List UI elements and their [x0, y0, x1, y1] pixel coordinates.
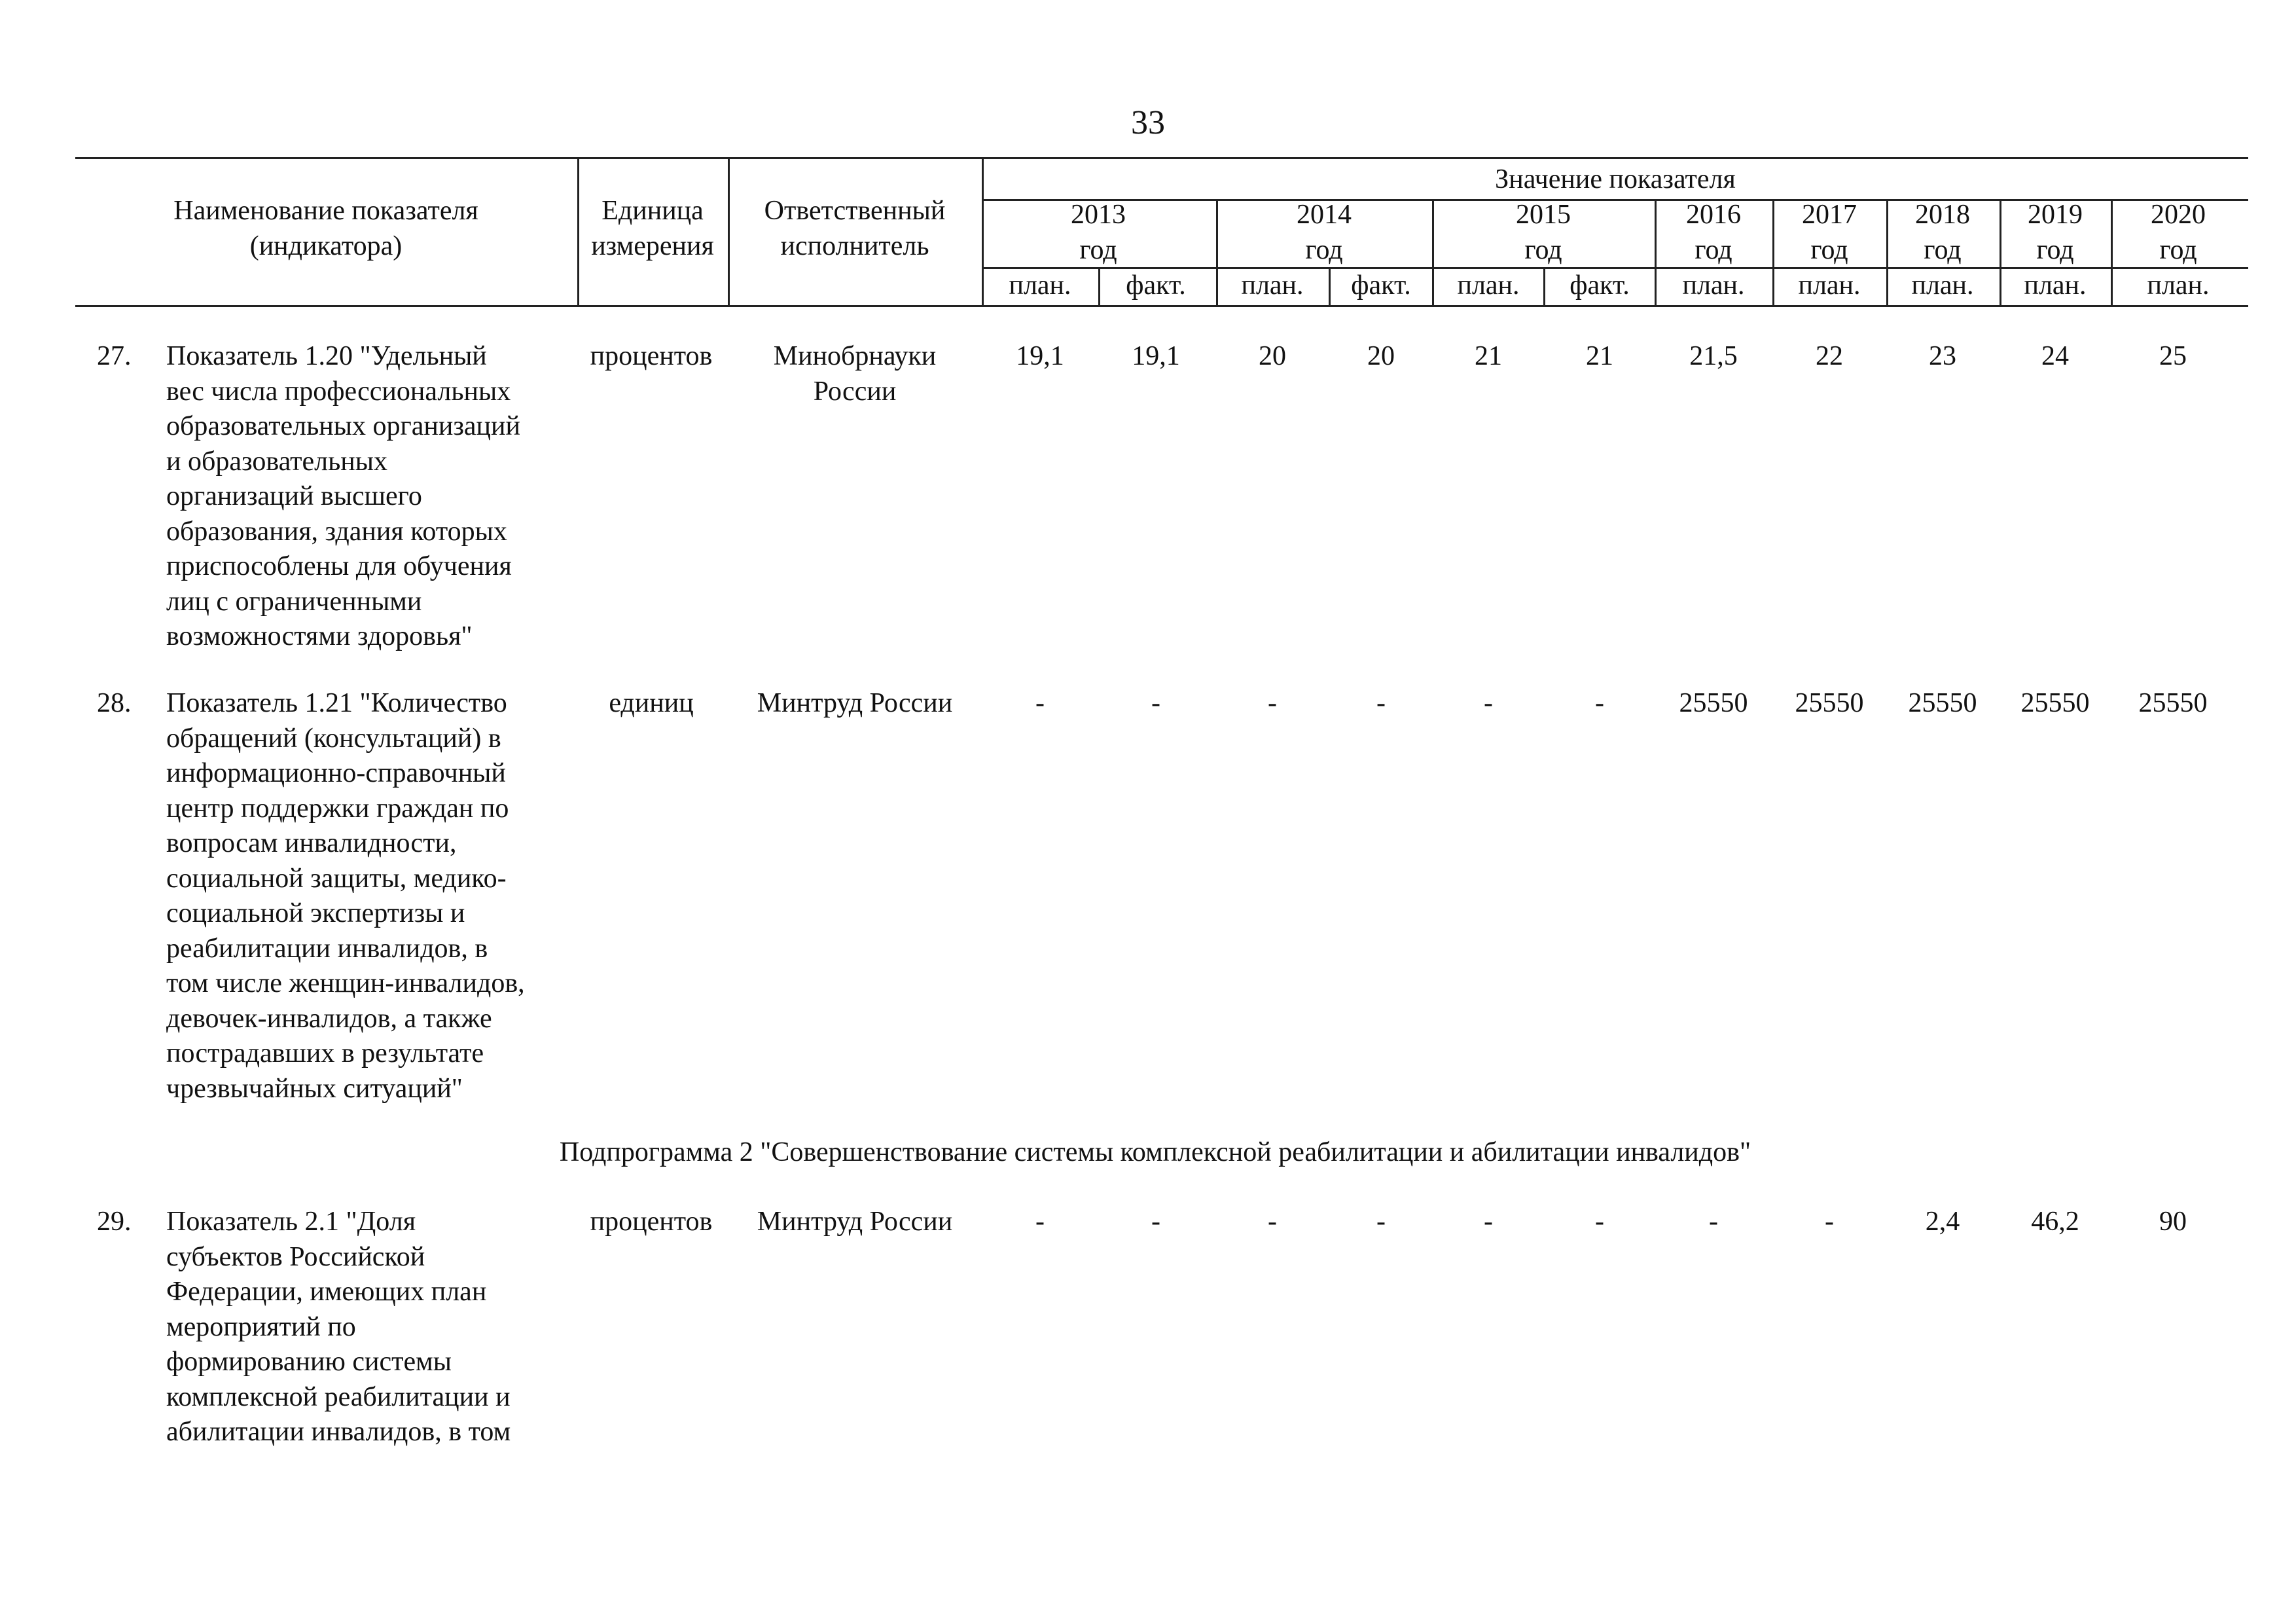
col-divider: [1432, 199, 1434, 305]
col-divider: [1329, 267, 1331, 305]
header-year-word: год: [1305, 235, 1343, 265]
header-year-word: год: [1695, 235, 1732, 265]
value-2014-fact: 20: [1367, 341, 1395, 371]
unit: процентов: [590, 341, 713, 371]
value-2018-plan: 23: [1929, 341, 1956, 371]
header-sub: план.: [1009, 270, 1071, 301]
page-number: 33: [1131, 104, 1165, 141]
col-divider: [2000, 199, 2001, 305]
row-number: 29.: [97, 1207, 132, 1237]
col-divider: [728, 157, 730, 305]
value-2017-plan: -: [1825, 1207, 1834, 1237]
header-sub: план.: [1241, 270, 1304, 301]
value-2017-plan: 22: [1816, 341, 1843, 371]
header-year: 2019: [2028, 200, 2083, 230]
header-year: 2016: [1686, 200, 1741, 230]
table-header-bottom-rule: [75, 305, 2248, 307]
unit: процентов: [590, 1207, 713, 1237]
value-2015-fact: -: [1595, 1207, 1604, 1237]
header-executor: Ответственный исполнитель: [764, 196, 946, 261]
header-sub: факт.: [1351, 270, 1411, 301]
executor: Минтруд России: [757, 1207, 953, 1237]
header-year-word: год: [1524, 235, 1562, 265]
executor: Минобрнауки России: [773, 341, 937, 407]
value-2017-plan: 25550: [1795, 688, 1864, 718]
value-2014-plan: -: [1268, 688, 1277, 718]
value-2016-plan: 21,5: [1689, 341, 1738, 371]
col-divider: [1655, 199, 1657, 305]
col-divider: [1098, 267, 1100, 305]
value-2013-plan: -: [1035, 1207, 1045, 1237]
value-2018-plan: 2,4: [1925, 1207, 1960, 1237]
header-year: 2018: [1915, 200, 1970, 230]
row-number: 27.: [97, 341, 132, 371]
header-year-word: год: [1079, 235, 1117, 265]
value-2015-fact: -: [1595, 688, 1604, 718]
executor: Минтруд России: [757, 688, 953, 718]
value-2016-plan: -: [1709, 1207, 1718, 1237]
header-sub: факт.: [1570, 270, 1630, 301]
col-divider: [1543, 267, 1545, 305]
value-2019-plan: 24: [2041, 341, 2069, 371]
col-divider: [2111, 199, 2113, 305]
header-sub: план.: [1911, 270, 1974, 301]
value-2018-plan: 25550: [1908, 688, 1977, 718]
header-year: 2015: [1516, 200, 1571, 230]
header-year-word: год: [2159, 235, 2197, 265]
header-year: 2020: [2151, 200, 2206, 230]
value-2020-plan: 25: [2159, 341, 2187, 371]
value-2013-fact: -: [1151, 688, 1160, 718]
indicator-name: Показатель 2.1 "Доля субъектов Российской Федерации, имеющих план мероприятий по формированию системы комплексной реабилитации и абилитации инвалидов, в том: [166, 1207, 511, 1447]
indicator-name: Показатель 1.21 "Количество обращений (консультаций) в информационно-справочный центр поддержки граждан по вопросам инвалидности, социальной защиты, медико- социальной экспертизы и реабилитации инвалидов, в том числе женщин-инвалидов, девочек-инвалидов, а также пострадавших в результате чрезвычайных ситуаций": [166, 688, 525, 1104]
header-year: 2013: [1071, 200, 1126, 230]
col-divider: [1886, 199, 1888, 305]
value-2015-plan: -: [1484, 688, 1493, 718]
value-2013-fact: 19,1: [1132, 341, 1180, 371]
indicator-name: Показатель 1.20 "Удельный вес числа профессиональных образовательных организаций и образовательных организаций высшего образования, здания которых приспособлены для обучения лиц с ограниченными возможностями здоровья": [166, 341, 520, 651]
header-indicator-name: Наименование показателя (индикатора): [173, 196, 478, 261]
header-sub: план.: [2024, 270, 2087, 301]
value-2019-plan: 25550: [2020, 688, 2090, 718]
header-sub: план.: [1457, 270, 1520, 301]
col-divider: [577, 157, 579, 305]
header-sub: план.: [2147, 270, 2210, 301]
unit: единиц: [609, 688, 694, 718]
value-2016-plan: 25550: [1679, 688, 1748, 718]
header-sub: факт.: [1126, 270, 1186, 301]
header-year: 2014: [1297, 200, 1352, 230]
header-year-word: год: [1810, 235, 1848, 265]
value-2013-fact: -: [1151, 1207, 1160, 1237]
col-divider: [982, 157, 984, 305]
header-year-word: год: [2036, 235, 2074, 265]
header-sub: план.: [1798, 270, 1861, 301]
col-divider: [1772, 199, 1774, 305]
value-2013-plan: -: [1035, 688, 1045, 718]
col-divider: [1216, 199, 1218, 305]
value-2019-plan: 46,2: [2031, 1207, 2079, 1237]
value-2020-plan: 90: [2159, 1207, 2187, 1237]
value-2014-plan: -: [1268, 1207, 1277, 1237]
value-2014-fact: -: [1376, 688, 1386, 718]
header-sub: план.: [1682, 270, 1745, 301]
value-2020-plan: 25550: [2138, 688, 2208, 718]
value-2014-plan: 20: [1259, 341, 1286, 371]
value-2014-fact: -: [1376, 1207, 1386, 1237]
value-2015-plan: -: [1484, 1207, 1493, 1237]
value-2013-plan: 19,1: [1016, 341, 1064, 371]
header-unit: Единица измерения: [591, 196, 714, 261]
row-number: 28.: [97, 688, 132, 718]
subprogram-title: Подпрограмма 2 "Совершенствование системы комплексной реабилитации и абилитации инвалидов": [559, 1137, 1751, 1167]
value-2015-fact: 21: [1586, 341, 1613, 371]
value-2015-plan: 21: [1475, 341, 1502, 371]
header-year-word: год: [1924, 235, 1962, 265]
header-year: 2017: [1802, 200, 1857, 230]
table-top-rule: [75, 157, 2248, 159]
header-values-title: Значение показателя: [1495, 164, 1736, 194]
